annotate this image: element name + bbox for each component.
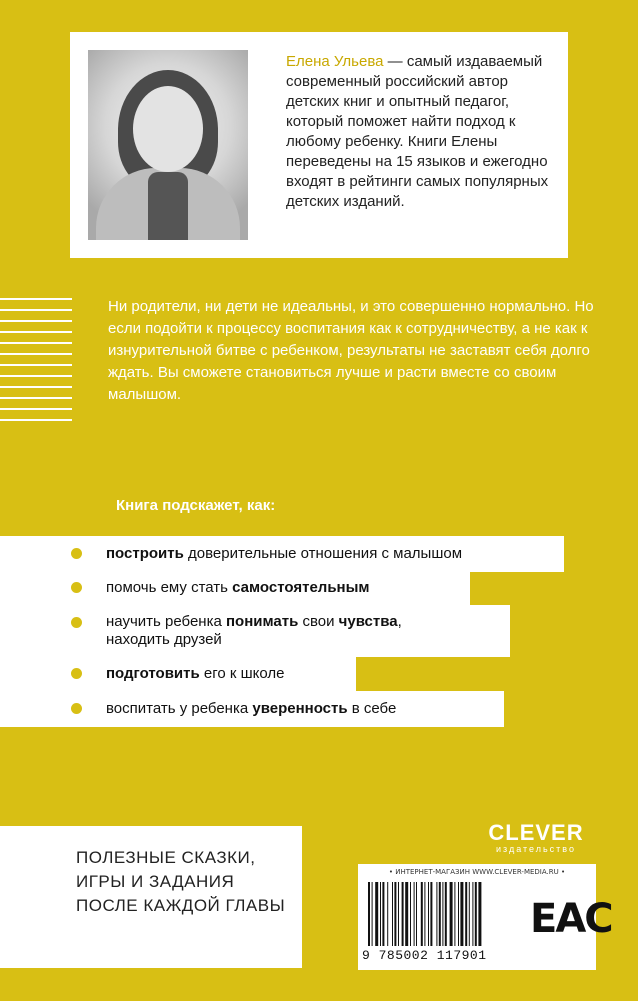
benefit-emphasis: самостоятельным [232,579,370,596]
eac-mark: EAC [530,896,612,942]
promo-box [0,826,302,968]
decorative-stripes [0,298,72,430]
benefit-text: доверительные отношения с малышом [183,545,463,562]
publisher-logo [466,820,606,854]
publisher-logo-text: CLEVER [488,820,584,845]
bullet-dot-icon [71,668,82,679]
isbn-number: 9 785002 117901 [362,948,487,963]
benefit-emphasis: понимать [225,613,299,630]
benefit-item [0,691,504,727]
bullet-dot-icon [71,703,82,714]
author-name: Елена Ульева [286,53,384,70]
benefit-text: находить друзей [106,631,222,648]
benefit-text: , [397,613,402,630]
benefit-text: воспитать у ребенка [106,700,253,717]
shop-url: • ИНТЕРНЕТ-МАГАЗИН WWW.CLEVER-MEDIA.RU • [388,868,566,876]
list-heading: Книга подскажет, как: [116,497,276,514]
benefit-text: в себе [347,700,397,717]
intro-paragraph: Ни родители, ни дети не идеальны, и это совершенно нормально. Но если подойти к процессу воспитания как к сотрудничеству, а не как к изнурительной битве с ребенком, результаты не заставят себя долго ждать. Вы сможете становиться лучше и расти вместе со своим малышом. [108,298,594,403]
benefit-emphasis: чувства [338,613,398,630]
promo-text: ПОЛЕЗНЫЕ СКАЗКИ, ИГРЫ И ЗАДАНИЯ ПОСЛЕ КАЖДОЙ ГЛАВЫ [76,848,286,915]
author-bio [286,52,558,212]
author-photo [88,50,248,240]
benefit-text: научить ребенка [106,613,226,630]
bullet-dot-icon [71,582,82,593]
benefit-emphasis: уверенность [252,700,348,717]
benefit-item [0,570,470,606]
benefit-item [0,605,510,657]
author-bio-text: — самый издаваемый современный российский автор детских книг и опытный педагог, который поможет найти подход к любому ребенку. Книги Елены переведены на 15 языков и ежегодно входят в рейтинги самых популярных детских изданий. [286,53,549,210]
benefit-item [0,536,564,572]
benefit-text: его к школе [199,665,285,682]
benefit-item [0,656,356,692]
barcode-bars [368,882,514,946]
publisher-subtitle: издательство [496,844,576,854]
benefit-emphasis: построить [106,545,184,562]
benefit-text: свои [298,613,339,630]
benefit-text: помочь ему стать [106,579,233,596]
barcode-box [358,864,612,970]
bullet-dot-icon [71,617,82,628]
author-box [70,32,568,258]
benefit-emphasis: подготовить [106,665,200,682]
bullet-dot-icon [71,548,82,559]
